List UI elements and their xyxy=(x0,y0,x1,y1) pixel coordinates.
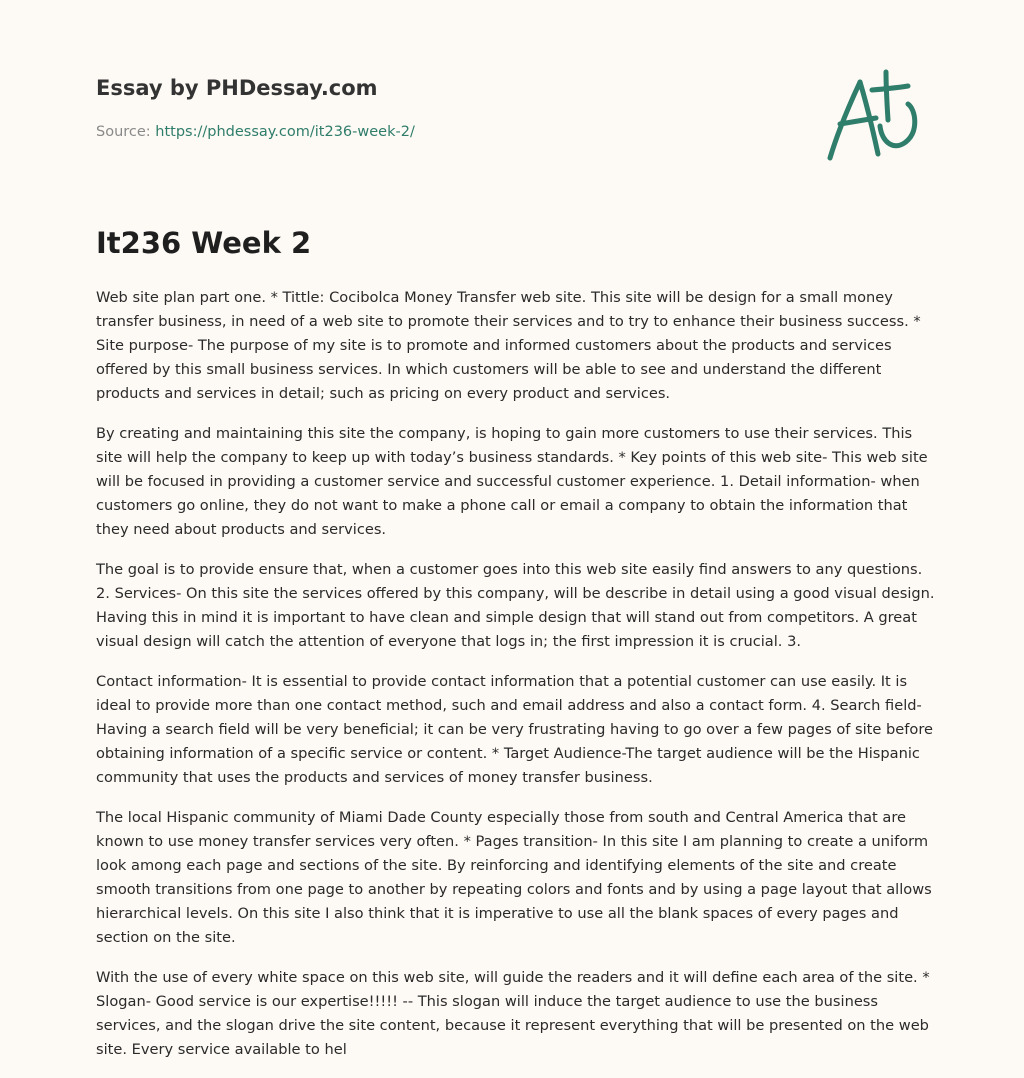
source-link[interactable]: https://phdessay.com/it236-week-2/ xyxy=(155,124,415,140)
site-title: Essay by PHDessay.com xyxy=(96,76,378,100)
essay-paragraph: By creating and maintaining this site the company, is hoping to gain more customers to use their services. This site will help the company to keep up with today’s business standards. * Key points of this web site- This web site will be focused in providing a customer service and successful customer experience. 1. Detail information- when customers go online, they do not want to make a phone call or email a company to obtain the information that they need about products and services. xyxy=(96,425,928,538)
essay-paragraph: Web site plan part one. * Tittle: Cocibolca Money Transfer web site. This site will be design for a small money transfer business, in need of a web site to promote their services and to try to enhance their business success. * Site purpose- The purpose of my site is to promote and informed customers about the products and services offered by this small business services. In which customers will be able to see and understand the different products and services in detail; such as pricing on every product and services. xyxy=(96,289,921,402)
a-plus-logo-icon xyxy=(822,68,926,164)
source-label: Source: xyxy=(96,124,151,140)
essay-paragraph: Contact information- It is essential to provide contact information that a potential customer can use easily. It is ideal to provide more than one contact method, such and email address and also a contact form. 4. Search field- Having a search field will be very beneficial; it can be very frustrating having to go over a few pages of site before obtaining information of a specific service or content. * Target Audience-The target audience will be the Hispanic community that uses the products and services of money transfer business. xyxy=(96,673,933,786)
essay-paragraph: With the use of every white space on this web site, will guide the readers and it will define each area of the site. * Slogan- Good service is our expertise!!!!! -- This slogan will induce the target audience to use the business services, and the slogan drive the site content, because it represent everything that will be presented on the web site. Every service available to hel xyxy=(96,969,930,1058)
essay-paragraph: The local Hispanic community of Miami Dade County especially those from south and Central America that are known to use money transfer services very often. * Pages transition- In this site I am planning to create a uniform look among each page and sections of the site. By reinforcing and identifying elements of the site and create smooth transitions from one page to another by repeating colors and fonts and by using a page layout that allows hierarchical levels. On this site I also think that it is imperative to use all the blank spaces of every pages and section on the site. xyxy=(96,809,932,946)
document-title: It236 Week 2 xyxy=(96,226,312,260)
source-line xyxy=(96,124,415,140)
essay-body xyxy=(96,286,936,1078)
essay-paragraph: The goal is to provide ensure that, when a customer goes into this web site easily find answers to any questions. 2. Services- On this site the services offered by this company, will be describe in detail using a good visual design. Having this in mind it is important to have clean and simple design that will stand out from competitors. A great visual design will catch the attention of everyone that logs in; the first impression it is crucial. 3. xyxy=(96,561,935,650)
